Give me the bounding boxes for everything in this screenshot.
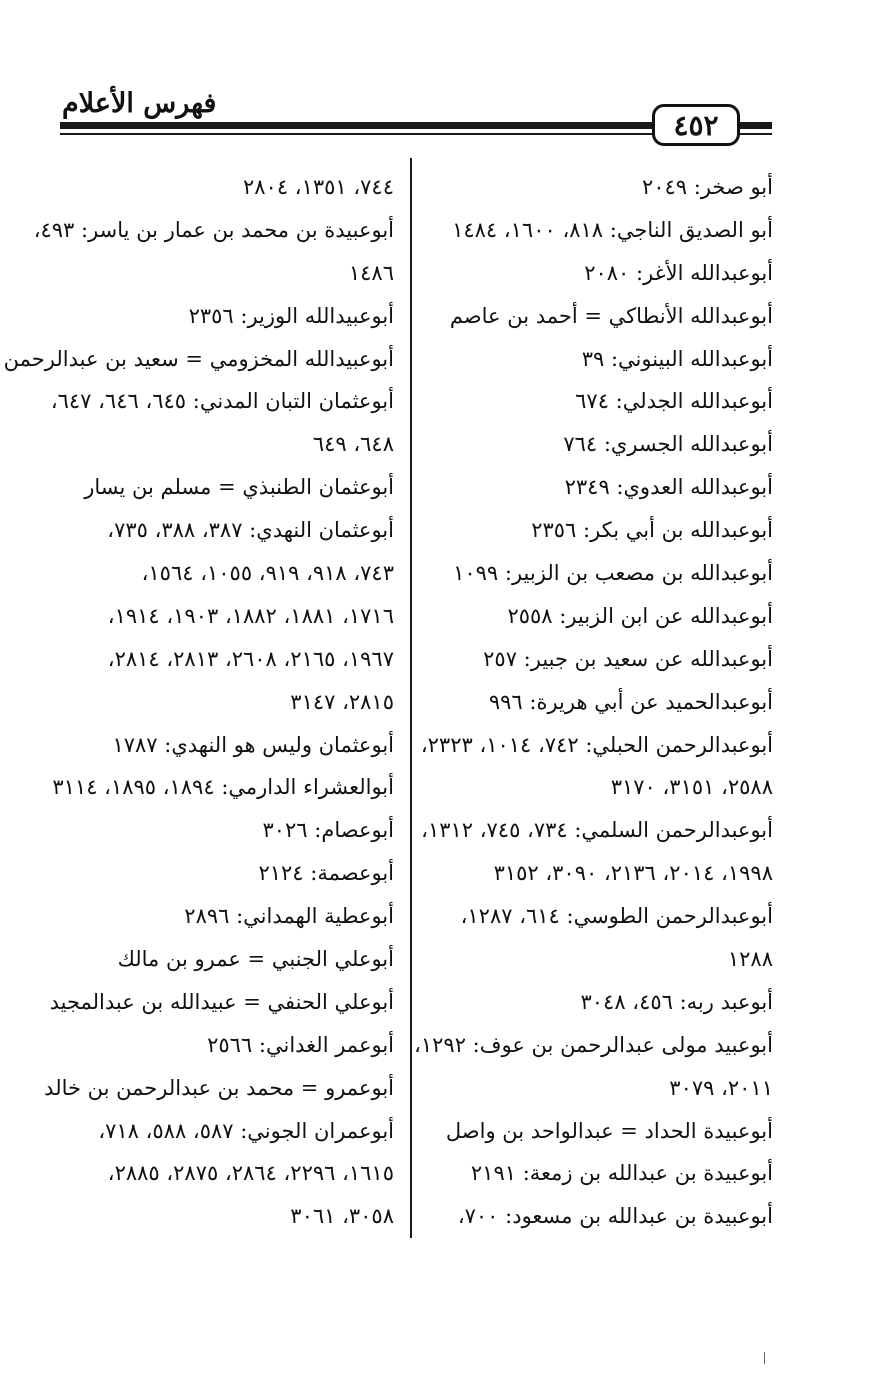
index-line: أبوعبدالرحمن الطوسي: ٦١٤، ١٢٨٧،: [460, 904, 773, 929]
index-line: أبوعبدالله عن ابن الزبير: ٢٥٥٨: [507, 603, 773, 628]
footer-mark: [764, 1352, 765, 1364]
index-line: أبوعبيد مولى عبدالرحمن بن عوف: ١٢٩٢،: [414, 1032, 773, 1057]
index-line: أبوعمر الغداني: ٢٥٦٦: [207, 1032, 394, 1057]
index-line: ٧٤٤، ١٣٥١، ٢٨٠٤: [243, 175, 394, 199]
index-line: ٢٥٨٨، ٣١٥١، ٣١٧٠: [610, 775, 773, 800]
index-line: أبوعمرو = محمد بن عبدالرحمن بن خالد: [44, 1075, 394, 1100]
index-line: أبوالعشراء الدارمي: ١٨٩٤، ١٨٩٥، ٣١١٤: [52, 775, 394, 800]
index-line: أبوعبيدة بن محمد بن عمار بن ياسر: ٤٩٣،: [33, 217, 394, 242]
index-line: أبوعبدالله البينوني: ٣٩: [581, 346, 773, 371]
index-line: أبوعثمان التبان المدني: ٦٤٥، ٦٤٦، ٦٤٧،: [50, 389, 394, 414]
index-line: ١٧١٦، ١٨٨١، ١٨٨٢، ١٩٠٣، ١٩١٤،: [107, 603, 394, 628]
index-line: ١٦١٥، ٢٢٩٦، ٢٨٦٤، ٢٨٧٥، ٢٨٨٥،: [107, 1161, 394, 1186]
index-line: ٧٤٣، ٩١٨، ٩١٩، ١٠٥٥، ١٥٦٤،: [141, 561, 394, 586]
index-line: ١٢٨٨: [727, 947, 773, 972]
right-column: [414, 166, 773, 1238]
index-line: أبوعبدالله بن أبي بكر: ٢٣٥٦: [531, 518, 773, 543]
index-line: أبوعبدالله العدوي: ٢٣٤٩: [564, 475, 773, 500]
index-line: أبوعبدالرحمن السلمي: ٧٣٤، ٧٤٥، ١٣١٢،: [421, 818, 773, 843]
index-line: أبوعبدالله الجدلي: ٦٧٤: [575, 389, 773, 414]
index-line: أبو صخر: ٢٠٤٩: [641, 175, 773, 199]
index-line: أبوعبدالله الجسري: ٧٦٤: [563, 432, 773, 457]
index-line: أبوعبدالله بن مصعب بن الزبير: ١٠٩٩: [453, 561, 773, 586]
index-line: ١٤٨٦: [348, 260, 394, 285]
index-line: أبوعبد ربه: ٤٥٦، ٣٠٤٨: [580, 989, 773, 1014]
running-header-title: فهرس الأعلام: [62, 88, 217, 119]
index-line: أبوعبيدة بن عبدالله بن مسعود: ٧٠٠،: [457, 1204, 773, 1229]
index-line: أبوعثمان النهدي: ٣٨٧، ٣٨٨، ٧٣٥،: [107, 518, 394, 543]
index-line: أبوعبيدة الحداد = عبدالواحد بن واصل: [445, 1118, 773, 1143]
index-line: أبوعبيدالله المخزومي = سعيد بن عبدالرحمن: [3, 346, 394, 371]
index-line: ١٩٩٨، ٢٠١٤، ٢١٣٦، ٣٠٩٠، ٣١٥٢: [493, 861, 773, 886]
index-line: أبوعلي الحنفي = عبيدالله بن عبدالمجيد: [49, 989, 394, 1014]
page-number: ٤٥٢: [652, 104, 740, 146]
index-line: أبوعصمة: ٢١٢٤: [258, 861, 394, 886]
index-line: ٢٠١١، ٣٠٧٩: [669, 1075, 773, 1100]
index-line: ٢٨١٥، ٣١٤٧: [290, 689, 394, 714]
left-column: [3, 166, 394, 1238]
index-line: أبو الصديق الناجي: ٨١٨، ١٦٠٠، ١٤٨٤: [452, 217, 773, 242]
index-line: ١٩٦٧، ٢١٦٥، ٢٦٠٨، ٢٨١٣، ٢٨١٤،: [107, 646, 394, 671]
index-line: أبوعبيدالله الوزير: ٢٣٥٦: [188, 303, 394, 328]
index-line: أبوعبدالحميد عن أبي هريرة: ٩٩٦: [488, 689, 773, 714]
index-line: ٣٠٥٨، ٣٠٦١: [290, 1204, 394, 1229]
index-line: أبوعبدالله عن سعيد بن جبير: ٢٥٧: [483, 646, 773, 671]
index-line: أبوعثمان الطنبذي = مسلم بن يسار: [84, 475, 394, 500]
column-divider: [410, 158, 412, 1238]
index-line: أبوعطية الهمداني: ٢٨٩٦: [184, 904, 394, 929]
index-line: أبوعثمان وليس هو النهدي: ١٧٨٧: [112, 732, 394, 757]
index-line: أبوعصام: ٣٠٢٦: [262, 818, 394, 843]
index-line: أبوعبدالله الأنطاكي = أحمد بن عاصم: [449, 303, 773, 328]
index-line: أبوعبدالله الأغر: ٢٠٨٠: [584, 260, 773, 285]
index-line: ٦٤٨، ٦٤٩: [312, 432, 394, 457]
index-line: أبوعمران الجوني: ٥٨٧، ٥٨٨، ٧١٨،: [98, 1118, 394, 1143]
index-line: أبوعبيدة بن عبدالله بن زمعة: ٢١٩١: [470, 1161, 773, 1186]
index-line: أبوعبدالرحمن الحبلي: ٧٤٢، ١٠١٤، ٢٣٢٣،: [420, 732, 773, 757]
index-line: أبوعلي الجنبي = عمرو بن مالك: [117, 947, 394, 972]
